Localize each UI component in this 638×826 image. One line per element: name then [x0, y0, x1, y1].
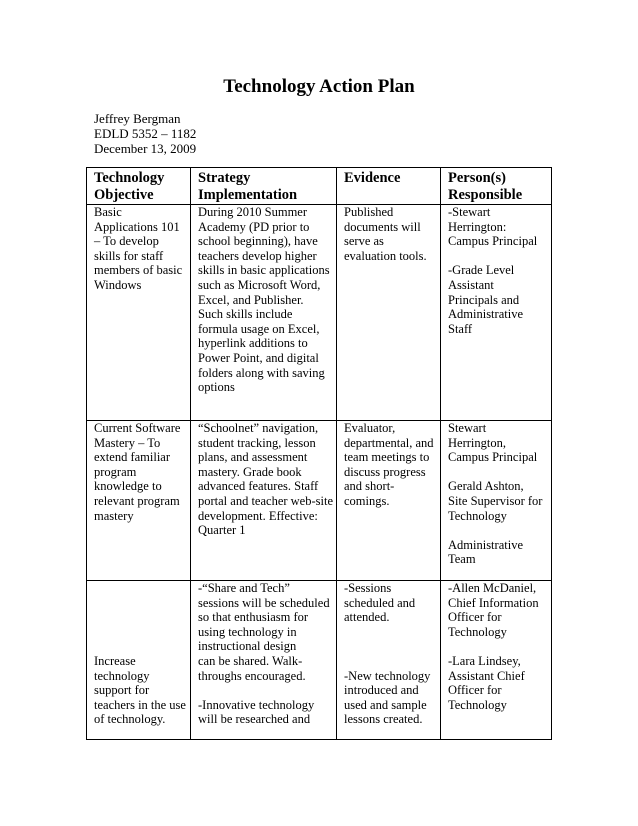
- cell-line: attended.: [344, 610, 390, 625]
- cell-line: documents will: [344, 219, 421, 234]
- cell-line: Such skills include: [198, 307, 293, 322]
- cell-line: advanced features. Staff: [198, 479, 319, 494]
- cell-line: skills for staff: [94, 248, 164, 263]
- cell-line: team meetings to: [344, 450, 430, 465]
- table-row: [87, 421, 552, 581]
- cell-line: skills in basic applications: [198, 263, 330, 278]
- cell-line: school beginning), have: [198, 234, 318, 249]
- cell-line: “Schoolnet” navigation,: [198, 421, 319, 435]
- cell-line: using technology in: [198, 624, 297, 639]
- cell-line: Windows: [94, 277, 142, 292]
- cell-line: – To develop: [94, 234, 159, 249]
- strategy-cell: [191, 205, 337, 421]
- cell-line: Academy (PD prior to: [198, 219, 310, 234]
- responsible-cell: [441, 421, 552, 581]
- cell-line: -Allen McDaniel,: [448, 581, 537, 595]
- cell-line: can be shared. Walk-: [198, 653, 303, 668]
- cell-line: throughs encouraged.: [198, 668, 306, 683]
- table-row: [87, 581, 552, 740]
- evidence-cell: [337, 205, 441, 421]
- cell-line: -Lara Lindsey,: [448, 653, 521, 668]
- cell-line: -Innovative technology: [198, 697, 315, 712]
- cell-line: Published: [344, 205, 394, 219]
- cell-line: such as Microsoft Word,: [198, 277, 321, 292]
- cell-line: Administrative: [448, 307, 523, 322]
- cell-line: teachers develop higher: [198, 248, 317, 263]
- cell-line: Principals and: [448, 292, 520, 307]
- cell-line: mastery. Grade book: [198, 464, 302, 479]
- cell-line: extend familiar: [94, 450, 171, 465]
- cell-line: plans, and assessment: [198, 450, 308, 465]
- cell-line: Staff: [448, 321, 473, 336]
- cell-line: program: [94, 464, 137, 479]
- cell-line: Basic: [94, 205, 122, 219]
- cell-line: Increase: [94, 654, 136, 668]
- evidence-cell: [337, 581, 441, 740]
- header-line: Implementation: [198, 187, 298, 203]
- cell-line: Assistant Chief: [448, 668, 525, 683]
- cell-line: portal and teacher web-site: [198, 493, 334, 508]
- cell-line: Officer for: [448, 610, 502, 625]
- cell-line: -“Share and Tech”: [198, 581, 290, 595]
- evidence-cell: [337, 421, 441, 581]
- cell-line: Officer for: [448, 683, 502, 698]
- cell-line: Gerald Ashton,: [448, 479, 524, 494]
- cell-line: teachers in the use: [94, 697, 186, 712]
- cell-line: -New technology: [344, 668, 431, 683]
- cell-line: departmental, and: [344, 435, 434, 450]
- cell-line: members of basic: [94, 263, 183, 278]
- cell-line: technology: [94, 668, 150, 683]
- cell-line: Power Point, and digital: [198, 350, 319, 365]
- cell-line: lessons created.: [344, 712, 423, 727]
- cell-line: will be researched and: [198, 712, 311, 727]
- document-date: December 13, 2009: [94, 141, 197, 156]
- author-name: Jeffrey Bergman: [94, 111, 181, 126]
- cell-line: Chief Information: [448, 595, 539, 610]
- header-line: Evidence: [344, 170, 401, 186]
- cell-line: support for: [94, 683, 150, 698]
- cell-line: comings.: [344, 493, 390, 508]
- cell-line: student tracking, lesson: [198, 435, 316, 450]
- objective-cell: [87, 581, 191, 740]
- cell-line: so that enthusiasm for: [198, 610, 309, 625]
- cell-line: Current Software: [94, 421, 181, 435]
- strategy-cell: [191, 581, 337, 740]
- course-code: EDLD 5352 – 1182: [94, 126, 197, 141]
- cell-line: Team: [448, 552, 476, 567]
- cell-line: Campus Principal: [448, 234, 538, 249]
- cell-line: evaluation tools.: [344, 248, 427, 263]
- header-responsible: [441, 168, 552, 205]
- action-plan-table: [86, 167, 552, 740]
- header-line: Strategy: [198, 170, 251, 186]
- cell-line: -Grade Level: [448, 263, 515, 278]
- cell-line: used and sample: [344, 697, 427, 712]
- responsible-cell: [441, 205, 552, 421]
- page-title: Technology Action Plan: [223, 76, 415, 97]
- header-strategy: [191, 168, 337, 205]
- cell-line: discuss progress: [344, 464, 426, 479]
- table-header-row: [87, 168, 552, 205]
- cell-line: Excel, and Publisher.: [198, 292, 304, 307]
- cell-line: During 2010 Summer: [198, 205, 308, 219]
- cell-line: scheduled and: [344, 595, 416, 610]
- cell-line: Site Supervisor for: [448, 493, 543, 508]
- cell-line: Herrington:: [448, 219, 507, 234]
- cell-line: of technology.: [94, 712, 166, 727]
- responsible-cell: [441, 581, 552, 740]
- cell-line: relevant program: [94, 493, 180, 508]
- cell-line: knowledge to: [94, 479, 162, 494]
- cell-line: formula usage on Excel,: [198, 321, 320, 336]
- cell-line: Quarter 1: [198, 523, 246, 538]
- cell-line: Assistant: [448, 277, 494, 292]
- header-evidence: [337, 168, 441, 205]
- document-meta: [94, 111, 196, 156]
- strategy-cell: [191, 421, 337, 581]
- header-line: Technology: [94, 170, 165, 186]
- cell-line: options: [198, 380, 235, 395]
- cell-line: Stewart: [448, 421, 487, 435]
- objective-cell: [87, 205, 191, 421]
- cell-line: hyperlink additions to: [198, 336, 308, 351]
- cell-line: serve as: [344, 234, 384, 249]
- cell-line: sessions will be scheduled: [198, 595, 330, 610]
- cell-line: and short-: [344, 479, 395, 494]
- cell-line: Administrative: [448, 537, 523, 552]
- cell-line: Evaluator,: [344, 421, 396, 435]
- cell-line: mastery: [94, 508, 134, 523]
- header-objective: [87, 168, 191, 205]
- header-line: Responsible: [448, 187, 523, 203]
- cell-line: folders along with saving: [198, 365, 325, 380]
- cell-line: Campus Principal: [448, 450, 538, 465]
- cell-line: development. Effective:: [198, 508, 318, 523]
- cell-line: instructional design: [198, 639, 297, 654]
- cell-line: Mastery – To: [94, 435, 161, 450]
- header-line: Objective: [94, 187, 154, 203]
- cell-line: -Sessions: [344, 581, 392, 595]
- cell-line: Technology: [448, 508, 507, 523]
- objective-cell: [87, 421, 191, 581]
- cell-line: Technology: [448, 624, 507, 639]
- cell-line: Herrington,: [448, 435, 506, 450]
- header-line: Person(s): [448, 170, 506, 186]
- cell-line: Applications 101: [94, 219, 180, 234]
- table-row: [87, 205, 552, 421]
- cell-line: -Stewart: [448, 205, 491, 219]
- cell-line: Technology: [448, 697, 507, 712]
- cell-line: introduced and: [344, 683, 419, 698]
